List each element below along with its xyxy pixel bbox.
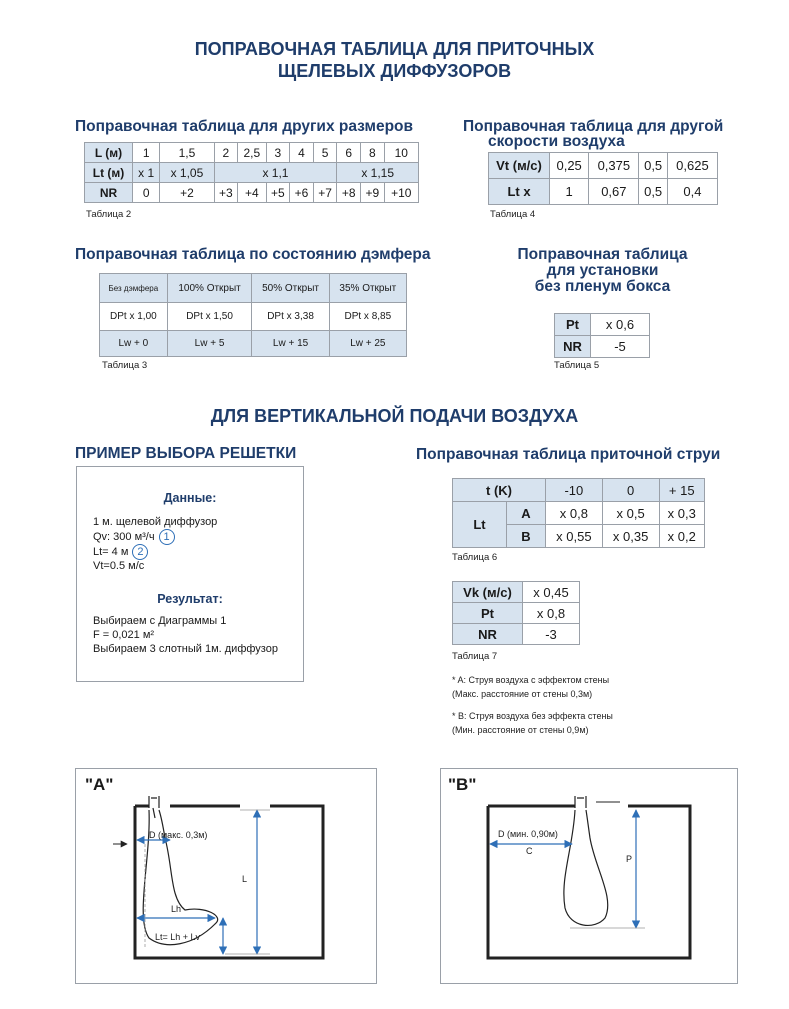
table5-nr-label: NR: [555, 336, 591, 358]
table7-label: NR: [453, 624, 523, 645]
table-cell: 3: [266, 143, 290, 163]
example-line2-row: [93, 529, 175, 545]
table3-header: 50% Открыт: [252, 274, 329, 303]
table4-heading-line1: Поправочная таблица для другой: [463, 118, 724, 135]
page-title-line2: ЩЕЛЕВЫХ ДИФФУЗОРОВ: [277, 61, 512, 81]
table6-head: 0: [602, 479, 659, 502]
diagram-a-dim-d: D (макс. 0,3м): [149, 830, 208, 840]
table-cell: 0,4: [667, 179, 717, 205]
diagram-b-dim-p: P: [626, 854, 633, 864]
example-line3-row: [93, 544, 148, 560]
table5-heading-line1: Поправочная таблица: [517, 246, 688, 263]
note-b-line1: * B: Струя воздуха без эффекта стены: [452, 711, 613, 721]
table-cell: 0: [133, 183, 160, 203]
table5-heading-line3: без пленум бокса: [534, 278, 671, 295]
table5: [554, 313, 650, 358]
table4-lt-label: Lt x: [489, 179, 550, 205]
table4-heading-line2: скорости воздуха: [488, 133, 625, 150]
table-cell: x 0,35: [602, 525, 659, 548]
table6: [452, 478, 705, 548]
example-line2: Qv: 300 м³/ч: [93, 530, 155, 543]
table2-nr-label: NR: [85, 183, 133, 203]
table3-header: 35% Открыт: [329, 274, 406, 303]
table-cell: 10: [384, 143, 418, 163]
table-cell: x 1: [133, 163, 160, 183]
table-cell: 0,67: [589, 179, 639, 205]
marker-2-icon: 2: [132, 544, 148, 560]
table-cell: +3: [214, 183, 238, 203]
section2-title: ДЛЯ ВЕРТИКАЛЬНОЙ ПОДАЧИ ВОЗДУХА: [210, 406, 579, 426]
table-cell: 8: [360, 143, 384, 163]
table-cell: 0,375: [589, 153, 639, 179]
table-cell: +2: [160, 183, 214, 203]
example-data-title: Данные:: [163, 491, 217, 505]
example-line3: Lt= 4 м: [93, 545, 129, 558]
table3-heading: Поправочная таблица по состоянию дэмфера: [75, 246, 431, 263]
table-cell: x 1,1: [214, 163, 337, 183]
note-b-line2: (Мин. расстояние от стены 0,9м): [452, 725, 589, 735]
diagram-a-label: "A": [85, 775, 114, 794]
table-cell: +7: [313, 183, 337, 203]
table-cell: DPt x 3,38: [252, 303, 329, 331]
table-cell: x 0,55: [546, 525, 603, 548]
table7-label: Pt: [453, 603, 523, 624]
example-line4: Vt=0.5 м/с: [93, 560, 145, 572]
table5-pt-label: Pt: [555, 314, 591, 336]
table4-vt-label: Vt (м/с): [489, 153, 550, 179]
table-cell: DPt x 8,85: [329, 303, 406, 331]
note-a-line2: (Макс. расстояние от стены 0,3м): [452, 689, 593, 699]
table2: [84, 142, 419, 203]
table-cell: 6: [337, 143, 361, 163]
diagram-b: [440, 768, 738, 984]
table-cell: 4: [290, 143, 314, 163]
table6-heading: Поправочная таблица приточной струи: [416, 446, 721, 463]
table-cell: 1: [550, 179, 589, 205]
diagram-a: [75, 768, 377, 984]
table-cell: x 0,2: [659, 525, 705, 548]
table-cell: +8: [337, 183, 361, 203]
table3-header: 100% Открыт: [167, 274, 252, 303]
table-cell: +4: [238, 183, 266, 203]
example-result1: Выбираем с Диаграммы 1: [93, 615, 227, 627]
table2-heading: Поправочная таблица для других размеров: [75, 118, 414, 135]
table-cell: 0,625: [667, 153, 717, 179]
table2-l-label: L (м): [85, 143, 133, 163]
table-cell: +10: [384, 183, 418, 203]
table7-caption: Таблица 7: [452, 651, 498, 662]
table-cell: +6: [290, 183, 314, 203]
table3-header: Без дэмфера: [100, 274, 168, 303]
example-line1: 1 м. щелевой диффузор: [93, 516, 218, 528]
page-title-line1: ПОПРАВОЧНАЯ ТАБЛИЦА ДЛЯ ПРИТОЧНЫХ: [194, 39, 595, 59]
table-cell: x 0,45: [523, 582, 580, 603]
table-cell: 1: [133, 143, 160, 163]
table-cell: 0,5: [639, 153, 667, 179]
table3-caption: Таблица 3: [102, 360, 148, 371]
table-cell: -3: [523, 624, 580, 645]
table-cell: 2: [214, 143, 238, 163]
diagram-b-label: "B": [448, 775, 477, 794]
table-cell: x 1,05: [160, 163, 214, 183]
diagram-b-dim-c: C: [526, 846, 533, 856]
note-a-line1: * A: Струя воздуха с эффектом стены: [452, 675, 610, 685]
table4-caption: Таблица 4: [490, 209, 536, 220]
table-cell: x 0,5: [602, 502, 659, 525]
table-cell: x 0,8: [523, 603, 580, 624]
table7: [452, 581, 580, 645]
table-cell: -5: [591, 336, 650, 358]
table5-heading-line2: для установки: [546, 262, 659, 279]
table-cell: x 0,3: [659, 502, 705, 525]
table-cell: 1,5: [160, 143, 214, 163]
table3: [99, 273, 407, 357]
table-cell: 0,5: [639, 179, 667, 205]
diagram-a-formula: Lt= Lh + Lv: [155, 932, 201, 942]
table-cell: x 0,8: [546, 502, 603, 525]
table-cell: DPt x 1,50: [167, 303, 252, 331]
diagram-a-dim-lh: Lh: [171, 904, 182, 914]
table-cell: Lw + 15: [252, 331, 329, 357]
table-cell: 2,5: [238, 143, 266, 163]
table-cell: Lw + 25: [329, 331, 406, 357]
table6-lt-label: Lt: [453, 502, 507, 548]
table6-caption: Таблица 6: [452, 552, 498, 563]
diagram-b-dim-d: D (мин. 0,90м): [498, 829, 558, 839]
marker-1-icon: 1: [159, 529, 175, 545]
table-cell: +5: [266, 183, 290, 203]
table-cell: 5: [313, 143, 337, 163]
table6-head: -10: [546, 479, 603, 502]
table7-label: Vk (м/с): [453, 582, 523, 603]
example-result3: Выбираем 3 слотный 1м. диффузор: [93, 643, 278, 655]
table-cell: +9: [360, 183, 384, 203]
diagram-a-dim-l: L: [242, 874, 248, 884]
table2-lt-label: Lt (м): [85, 163, 133, 183]
example-result2: F = 0,021 м²: [93, 629, 155, 641]
table-cell: Lw + 0: [100, 331, 168, 357]
table6-head: + 15: [659, 479, 705, 502]
table-cell: x 0,6: [591, 314, 650, 336]
table2-caption: Таблица 2: [86, 209, 132, 220]
table4: [488, 152, 718, 205]
table5-caption: Таблица 5: [554, 360, 600, 371]
example-heading: ПРИМЕР ВЫБОРА РЕШЕТКИ: [75, 445, 297, 462]
table6-b-label: B: [507, 525, 546, 548]
table6-a-label: A: [507, 502, 546, 525]
table-cell: Lw + 5: [167, 331, 252, 357]
table6-t-label: t (K): [453, 479, 546, 502]
table-cell: x 1,15: [337, 163, 419, 183]
example-result-title: Результат:: [157, 592, 223, 606]
table-cell: 0,25: [550, 153, 589, 179]
table-cell: DPt x 1,00: [100, 303, 168, 331]
